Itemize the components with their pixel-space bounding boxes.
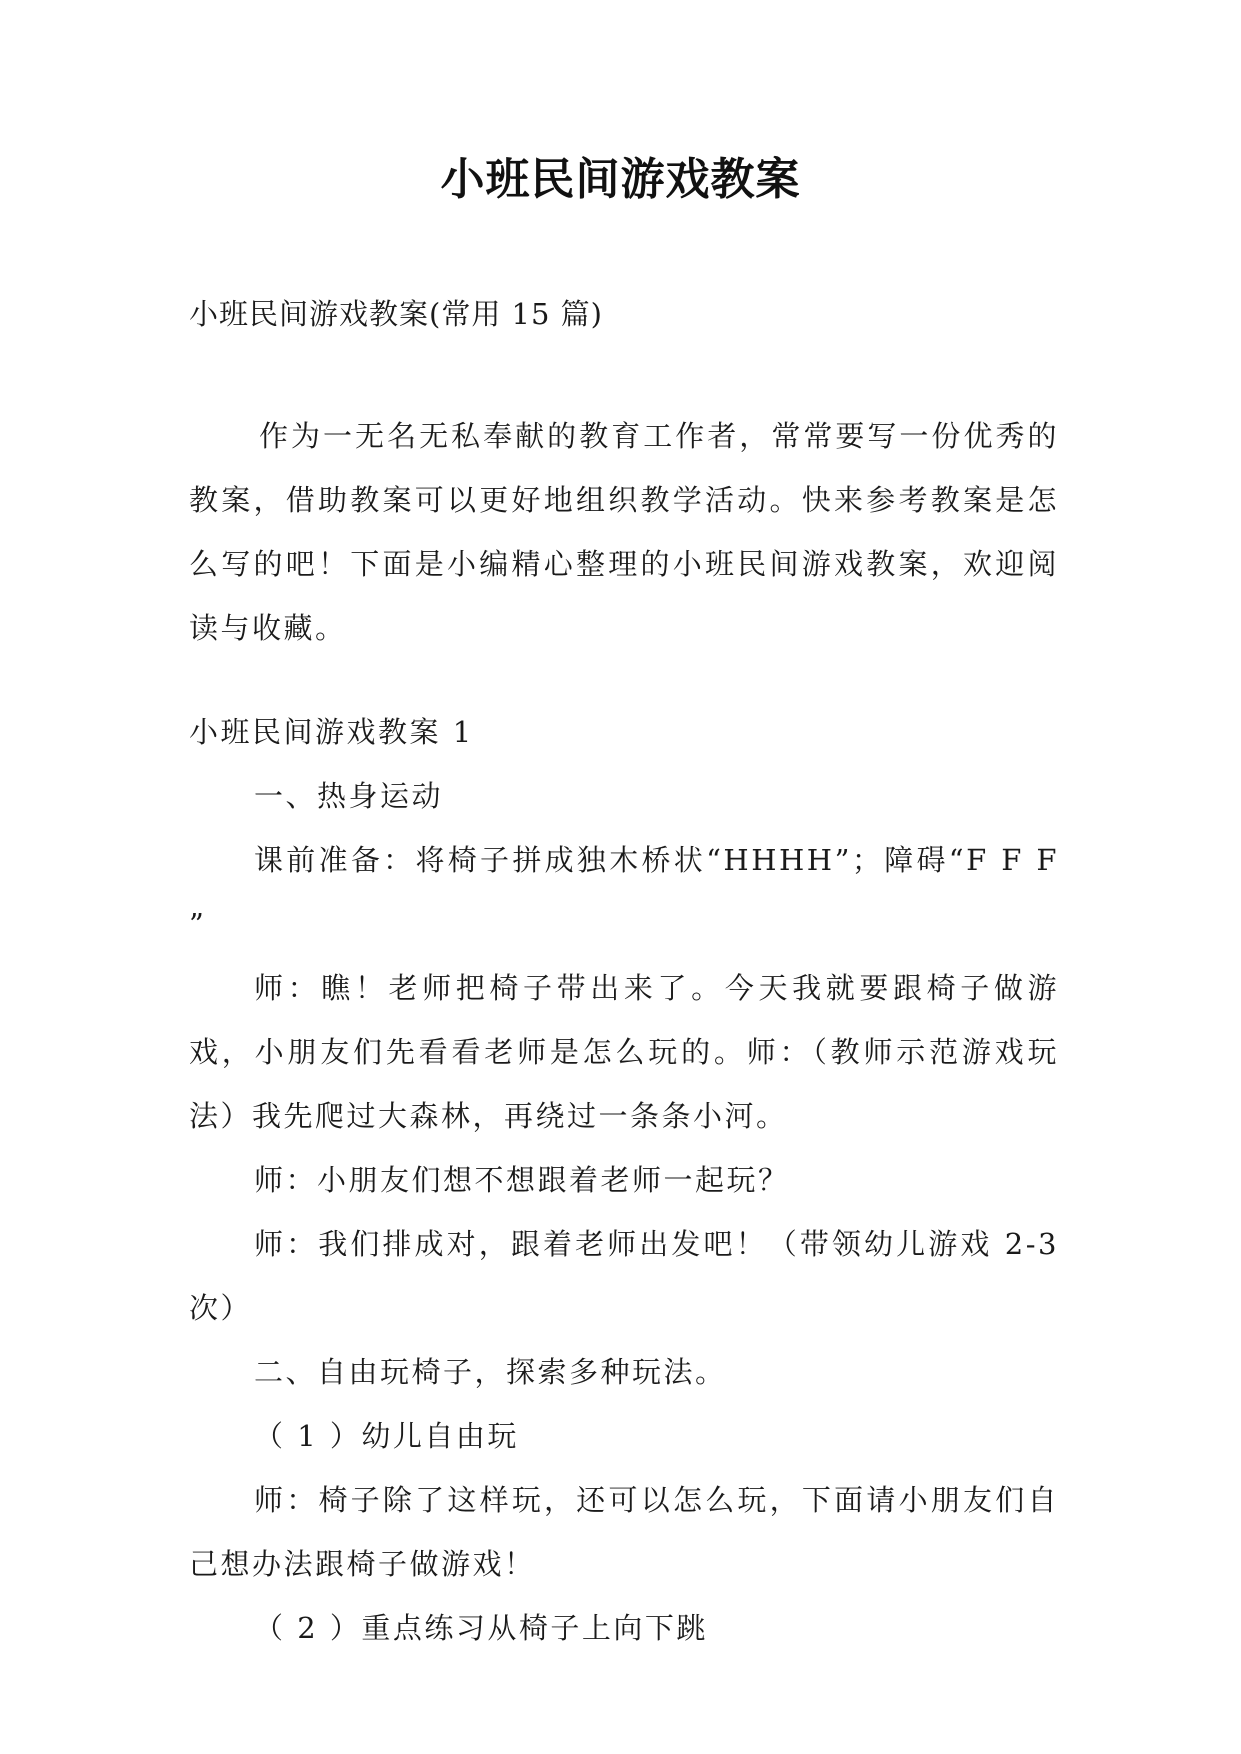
sub-heading-free-play: （ 1 ）幼儿自由玩	[254, 1419, 519, 1453]
body-paragraph: 课前准备：将椅子拼成独木桥状“HHHH”；障碍“F F F ”	[189, 843, 1059, 941]
section-heading-free-play: 二、自由玩椅子，探索多种玩法。	[254, 1355, 727, 1389]
body-paragraph: 师：我们排成对，跟着老师出发吧！（带领幼儿游戏 2-3 次）	[189, 1227, 1059, 1325]
body-paragraph: 师：椅子除了这样玩，还可以怎么玩，下面请小朋友们自己想办法跟椅子做游戏！	[189, 1483, 1059, 1581]
sub-heading-jump-practice: （ 2 ）重点练习从椅子上向下跳	[254, 1611, 708, 1645]
section-heading-lesson-1: 小班民间游戏教案 1	[189, 715, 474, 749]
body-paragraph: 师：小朋友们想不想跟着老师一起玩？	[254, 1163, 790, 1197]
intro-paragraph: 作为一无名无私奉献的教育工作者，常常要写一份优秀的教案，借助教案可以更好地组织教学活动。快来参考教案是怎么写的吧！下面是小编精心整理的小班民间游戏教案，欢迎阅读与收藏。	[189, 419, 1059, 645]
document-body	[189, 700, 1059, 1660]
document-title: 小班民间游戏教案	[440, 154, 801, 205]
section-heading-warm-up: 一、热身运动	[254, 779, 444, 813]
document-subtitle: 小班民间游戏教案(常用 15 篇)	[189, 297, 603, 331]
body-paragraph: 师：瞧！老师把椅子带出来了。今天我就要跟椅子做游戏，小朋友们先看看老师是怎么玩的。师：（教师示范游戏玩法）我先爬过大森林，再绕过一条条小河。	[189, 971, 1059, 1133]
